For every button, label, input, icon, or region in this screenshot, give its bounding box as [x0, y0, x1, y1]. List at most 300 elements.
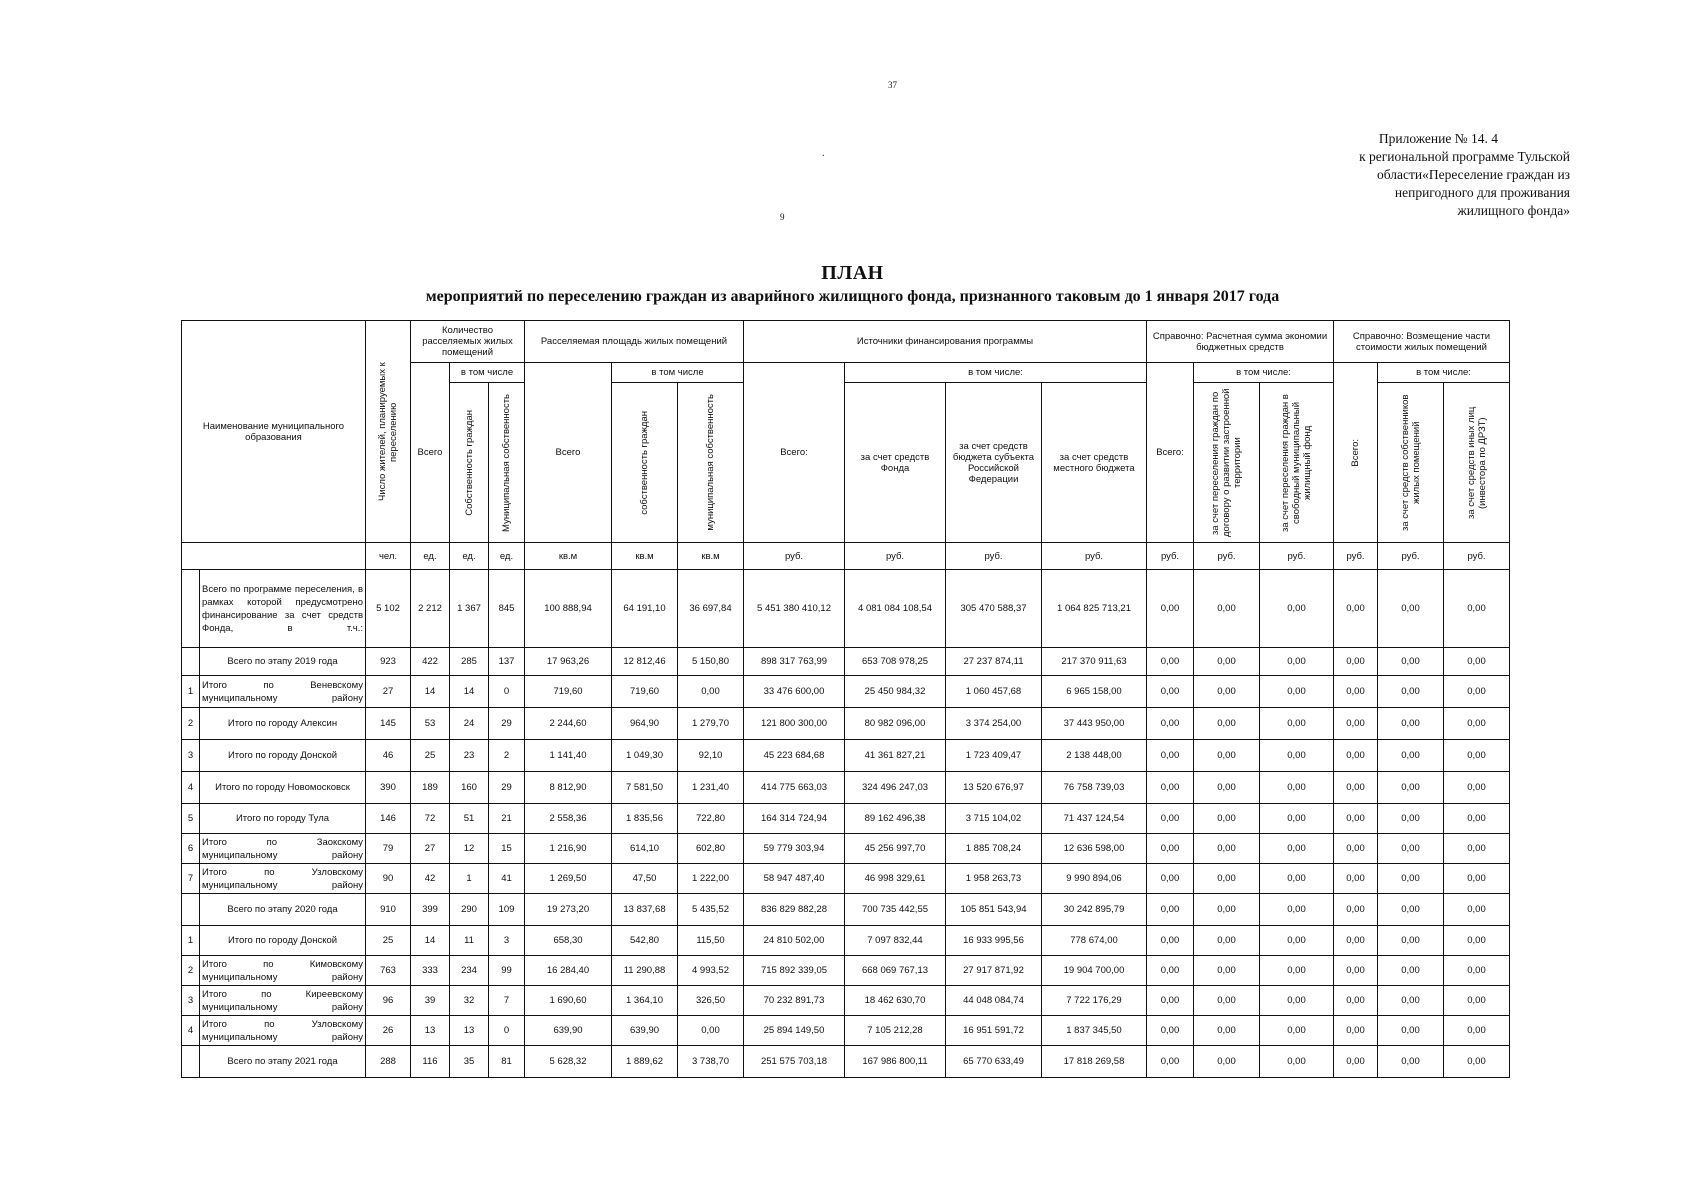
units-cell: руб. — [1042, 543, 1147, 570]
units-cell: чел. — [366, 543, 411, 570]
row-value: 234 — [450, 956, 489, 986]
row-value: 1 279,70 — [678, 708, 744, 740]
row-value: 15 — [489, 834, 525, 864]
row-value: 0,00 — [678, 1016, 744, 1046]
row-value: 0,00 — [1378, 894, 1444, 926]
row-value: 2 244,60 — [525, 708, 612, 740]
row-value: 47,50 — [612, 864, 678, 894]
header-econ-group: Справочно: Расчетная сумма экономии бюджетных средств — [1147, 321, 1334, 363]
row-value: 0,00 — [1147, 1016, 1194, 1046]
page-number: 37 — [888, 80, 897, 90]
row-value: 14 — [411, 676, 450, 708]
row-value: 658,30 — [525, 926, 612, 956]
table-row — [182, 570, 1510, 648]
row-value: 27 917 871,92 — [946, 956, 1042, 986]
header-area-group: Расселяемая площадь жилых помещений — [525, 321, 744, 363]
row-value: 16 284,40 — [525, 956, 612, 986]
row-value: 19 273,20 — [525, 894, 612, 926]
row-index: 4 — [182, 772, 200, 804]
row-value: 11 290,88 — [612, 956, 678, 986]
row-value: 1 367 — [450, 570, 489, 648]
row-value: 26 — [366, 1016, 411, 1046]
row-value: 0,00 — [1147, 986, 1194, 1016]
row-value: 35 — [450, 1046, 489, 1078]
row-name: Итого по Киреевскому муниципальному району — [200, 986, 366, 1016]
row-value: 19 904 700,00 — [1042, 956, 1147, 986]
table-body — [182, 570, 1510, 1078]
header-comp-b: за счет средств иных лиц (инвестора по ДРЗТ) — [1444, 383, 1510, 543]
appendix-line: области«Переселение граждан из — [1376, 167, 1570, 182]
row-value: 0,00 — [1260, 772, 1334, 804]
row-index: 3 — [182, 986, 200, 1016]
row-index: 1 — [182, 676, 200, 708]
header-incl: в том числе: — [1378, 363, 1510, 383]
header-area-citizens: собственность граждан — [612, 383, 678, 543]
row-value: 6 965 158,00 — [1042, 676, 1147, 708]
row-index — [182, 1046, 200, 1078]
row-value: 0,00 — [1194, 740, 1260, 772]
row-name: Итого по Узловскому муниципальному району — [200, 864, 366, 894]
row-value: 0,00 — [1334, 570, 1378, 648]
units-cell: руб. — [845, 543, 946, 570]
row-value: 0,00 — [1260, 1046, 1334, 1078]
row-value: 36 697,84 — [678, 570, 744, 648]
row-value: 11 — [450, 926, 489, 956]
header-fund: за счет средств Фонда — [845, 383, 946, 543]
row-value: 845 — [489, 570, 525, 648]
row-value: 17 963,26 — [525, 648, 612, 676]
row-value: 0,00 — [1260, 956, 1334, 986]
row-value: 167 986 800,11 — [845, 1046, 946, 1078]
row-value: 27 — [411, 834, 450, 864]
row-value: 288 — [366, 1046, 411, 1078]
row-value: 29 — [489, 772, 525, 804]
row-value: 39 — [411, 986, 450, 1016]
row-index — [182, 570, 200, 648]
row-value: 1 231,40 — [678, 772, 744, 804]
row-value: 3 374 254,00 — [946, 708, 1042, 740]
row-value: 0,00 — [1194, 956, 1260, 986]
row-value: 7 722 176,29 — [1042, 986, 1147, 1016]
row-value: 1 364,10 — [612, 986, 678, 1016]
row-value: 17 818 269,58 — [1042, 1046, 1147, 1078]
table-row — [182, 708, 1510, 740]
row-value: 0,00 — [1194, 804, 1260, 834]
row-value: 0,00 — [1260, 740, 1334, 772]
row-value: 0,00 — [1147, 956, 1194, 986]
row-value: 0,00 — [1444, 570, 1510, 648]
row-value: 100 888,94 — [525, 570, 612, 648]
appendix-line: Приложение № 14. 4 — [1378, 131, 1498, 146]
row-value: 24 — [450, 708, 489, 740]
row-value: 0,00 — [1147, 894, 1194, 926]
header-comp-a: за счет средств собственников жилых помещений — [1378, 383, 1444, 543]
appendix-note — [1300, 130, 1570, 220]
row-value: 81 — [489, 1046, 525, 1078]
row-value: 99 — [489, 956, 525, 986]
row-value: 53 — [411, 708, 450, 740]
row-value: 2 212 — [411, 570, 450, 648]
row-index: 6 — [182, 834, 200, 864]
row-value: 217 370 911,63 — [1042, 648, 1147, 676]
row-value: 0,00 — [1194, 834, 1260, 864]
units-cell — [182, 543, 366, 570]
table-row — [182, 772, 1510, 804]
header-fin-group: Источники финансирования программы — [744, 321, 1147, 363]
row-value: 0,00 — [1378, 1016, 1444, 1046]
row-value: 0,00 — [1260, 834, 1334, 864]
row-value: 1 060 457,68 — [946, 676, 1042, 708]
row-value: 5 150,80 — [678, 648, 744, 676]
row-name: Итого по городу Донской — [200, 740, 366, 772]
row-value: 72 — [411, 804, 450, 834]
row-value: 0,00 — [1444, 1046, 1510, 1078]
row-value: 923 — [366, 648, 411, 676]
row-value: 1 049,30 — [612, 740, 678, 772]
row-value: 0,00 — [1334, 834, 1378, 864]
header-incl: в том числе — [450, 363, 525, 383]
row-value: 0,00 — [1444, 864, 1510, 894]
row-value: 0,00 — [1147, 648, 1194, 676]
row-value: 326,50 — [678, 986, 744, 1016]
units-cell: руб. — [1194, 543, 1260, 570]
units-cell: ед. — [411, 543, 450, 570]
row-name: Итого по Веневскому муниципальному району — [200, 676, 366, 708]
row-value: 0,00 — [1334, 708, 1378, 740]
units-cell: руб. — [1378, 543, 1444, 570]
resettlement-plan-table — [181, 320, 1510, 1078]
row-value: 1 837 345,50 — [1042, 1016, 1147, 1046]
row-value: 0,00 — [1378, 956, 1444, 986]
row-value: 45 256 997,70 — [845, 834, 946, 864]
row-value: 0,00 — [1378, 864, 1444, 894]
row-value: 0,00 — [1147, 804, 1194, 834]
row-value: 0,00 — [1147, 676, 1194, 708]
row-value: 715 892 339,05 — [744, 956, 845, 986]
header-municipal-own: Муниципальная собственность — [489, 383, 525, 543]
table-row — [182, 834, 1510, 864]
row-value: 964,90 — [612, 708, 678, 740]
header-incl: в том числе: — [1194, 363, 1334, 383]
row-value: 27 — [366, 676, 411, 708]
row-value: 25 — [411, 740, 450, 772]
row-value: 0,00 — [1147, 708, 1194, 740]
row-name: Итого по городу Новомосковск — [200, 772, 366, 804]
row-value: 13 — [450, 1016, 489, 1046]
row-value: 33 476 600,00 — [744, 676, 845, 708]
table-row — [182, 1016, 1510, 1046]
units-cell: ед. — [450, 543, 489, 570]
row-value: 285 — [450, 648, 489, 676]
header-area-total: Всего — [525, 363, 612, 543]
row-index: 3 — [182, 740, 200, 772]
row-value: 51 — [450, 804, 489, 834]
row-value: 0,00 — [1260, 804, 1334, 834]
row-value: 44 048 084,74 — [946, 986, 1042, 1016]
row-value: 12 636 598,00 — [1042, 834, 1147, 864]
row-value: 65 770 633,49 — [946, 1046, 1042, 1078]
row-value: 30 242 895,79 — [1042, 894, 1147, 926]
row-value: 0,00 — [1334, 676, 1378, 708]
row-value: 0,00 — [1444, 956, 1510, 986]
row-value: 58 947 487,40 — [744, 864, 845, 894]
row-value: 41 361 827,21 — [845, 740, 946, 772]
row-value: 1 958 263,73 — [946, 864, 1042, 894]
row-value: 0,00 — [1444, 986, 1510, 1016]
row-value: 0,00 — [1334, 648, 1378, 676]
row-value: 0,00 — [1194, 708, 1260, 740]
row-name: Итого по городу Алексин — [200, 708, 366, 740]
row-value: 4 081 084 108,54 — [845, 570, 946, 648]
row-value: 90 — [366, 864, 411, 894]
row-index: 4 — [182, 1016, 200, 1046]
row-value: 0,00 — [1444, 740, 1510, 772]
row-value: 0,00 — [1378, 804, 1444, 834]
row-name: Итого по Заокскому муниципальному району — [200, 834, 366, 864]
units-cell: кв.м — [678, 543, 744, 570]
row-value: 137 — [489, 648, 525, 676]
row-value: 333 — [411, 956, 450, 986]
row-value: 164 314 724,94 — [744, 804, 845, 834]
row-value: 0,00 — [1147, 926, 1194, 956]
row-value: 1 889,62 — [612, 1046, 678, 1078]
row-value: 1 064 825 713,21 — [1042, 570, 1147, 648]
row-value: 614,10 — [612, 834, 678, 864]
header-comp-total: Всего: — [1334, 363, 1378, 543]
row-value: 16 951 591,72 — [946, 1016, 1042, 1046]
row-value: 18 462 630,70 — [845, 986, 946, 1016]
row-value: 24 810 502,00 — [744, 926, 845, 956]
row-value: 0,00 — [1260, 864, 1334, 894]
row-value: 0,00 — [1194, 570, 1260, 648]
row-name: Всего по этапу 2020 года — [200, 894, 366, 926]
row-value: 13 — [411, 1016, 450, 1046]
units-cell: руб. — [1147, 543, 1194, 570]
row-value: 7 — [489, 986, 525, 1016]
row-value: 46 998 329,61 — [845, 864, 946, 894]
row-value: 25 450 984,32 — [845, 676, 946, 708]
row-value: 0,00 — [1444, 834, 1510, 864]
table-row — [182, 864, 1510, 894]
row-index — [182, 648, 200, 676]
row-value: 0,00 — [1378, 986, 1444, 1016]
row-value: 836 829 882,28 — [744, 894, 845, 926]
table-row — [182, 740, 1510, 772]
header-citizens-own: Собственность граждан — [450, 383, 489, 543]
table-row — [182, 804, 1510, 834]
row-value: 14 — [450, 676, 489, 708]
row-value: 5 628,32 — [525, 1046, 612, 1078]
row-value: 42 — [411, 864, 450, 894]
row-value: 0,00 — [1378, 772, 1444, 804]
row-value: 0,00 — [1444, 708, 1510, 740]
row-value: 290 — [450, 894, 489, 926]
row-value: 653 708 978,25 — [845, 648, 946, 676]
row-value: 7 097 832,44 — [845, 926, 946, 956]
row-value: 25 894 149,50 — [744, 1016, 845, 1046]
row-value: 1 885 708,24 — [946, 834, 1042, 864]
row-value: 71 437 124,54 — [1042, 804, 1147, 834]
row-value: 251 575 703,18 — [744, 1046, 845, 1078]
row-index: 2 — [182, 956, 200, 986]
row-value: 0,00 — [1378, 648, 1444, 676]
row-value: 5 102 — [366, 570, 411, 648]
row-value: 0,00 — [1444, 1016, 1510, 1046]
row-value: 3 715 104,02 — [946, 804, 1042, 834]
row-index — [182, 894, 200, 926]
row-value: 0 — [489, 676, 525, 708]
row-value: 0,00 — [1194, 926, 1260, 956]
header-residents: Число жителей, планируемых к переселению — [366, 321, 411, 543]
row-value: 0,00 — [678, 676, 744, 708]
row-value: 5 435,52 — [678, 894, 744, 926]
row-value: 80 982 096,00 — [845, 708, 946, 740]
row-value: 0,00 — [1334, 986, 1378, 1016]
row-value: 12 — [450, 834, 489, 864]
row-value: 13 520 676,97 — [946, 772, 1042, 804]
row-value: 778 674,00 — [1042, 926, 1147, 956]
row-value: 8 812,90 — [525, 772, 612, 804]
row-value: 0,00 — [1147, 864, 1194, 894]
row-value: 668 069 767,13 — [845, 956, 946, 986]
row-value: 14 — [411, 926, 450, 956]
row-value: 722,80 — [678, 804, 744, 834]
header-econ-b: за счет переселения граждан в свободный муниципальный жилищный фонд — [1260, 383, 1334, 543]
row-index: 1 — [182, 926, 200, 956]
row-value: 0,00 — [1147, 772, 1194, 804]
header-area-municipal: муниципальная собственность — [678, 383, 744, 543]
row-value: 414 775 663,03 — [744, 772, 845, 804]
row-value: 5 451 380 410,12 — [744, 570, 845, 648]
row-value: 0,00 — [1378, 740, 1444, 772]
row-name: Итого по Узловскому муниципальному району — [200, 1016, 366, 1046]
row-value: 390 — [366, 772, 411, 804]
appendix-line: жилищного фонда» — [1457, 203, 1570, 218]
units-cell: кв.м — [612, 543, 678, 570]
row-value: 3 — [489, 926, 525, 956]
row-value: 602,80 — [678, 834, 744, 864]
row-value: 115,50 — [678, 926, 744, 956]
row-value: 96 — [366, 986, 411, 1016]
row-value: 0,00 — [1444, 894, 1510, 926]
table-row — [182, 926, 1510, 956]
stray-mark: . — [822, 148, 825, 159]
row-value: 0,00 — [1334, 804, 1378, 834]
row-index: 5 — [182, 804, 200, 834]
row-value: 0,00 — [1260, 648, 1334, 676]
row-value: 0,00 — [1444, 804, 1510, 834]
table-row — [182, 676, 1510, 708]
row-value: 70 232 891,73 — [744, 986, 845, 1016]
units-cell: руб. — [1334, 543, 1378, 570]
appendix-line: непригодного для проживания — [1394, 185, 1570, 200]
units-cell: ед. — [489, 543, 525, 570]
header-incl: в том числе: — [845, 363, 1147, 383]
row-value: 0,00 — [1334, 894, 1378, 926]
row-value: 92,10 — [678, 740, 744, 772]
row-value: 0,00 — [1334, 772, 1378, 804]
row-value: 0,00 — [1378, 570, 1444, 648]
row-value: 0,00 — [1334, 740, 1378, 772]
row-value: 41 — [489, 864, 525, 894]
row-value: 0,00 — [1260, 676, 1334, 708]
table-row — [182, 894, 1510, 926]
row-value: 59 779 303,94 — [744, 834, 845, 864]
header-fin-total: Всего: — [744, 363, 845, 543]
units-cell: руб. — [744, 543, 845, 570]
row-value: 0,00 — [1194, 648, 1260, 676]
units-cell: руб. — [946, 543, 1042, 570]
row-value: 1 690,60 — [525, 986, 612, 1016]
row-value: 0,00 — [1378, 834, 1444, 864]
row-value: 12 812,46 — [612, 648, 678, 676]
row-value: 0,00 — [1260, 986, 1334, 1016]
row-value: 639,90 — [612, 1016, 678, 1046]
row-value: 76 758 739,03 — [1042, 772, 1147, 804]
row-value: 1 269,50 — [525, 864, 612, 894]
row-value: 0,00 — [1334, 1016, 1378, 1046]
row-value: 1 — [450, 864, 489, 894]
table-row — [182, 648, 1510, 676]
row-value: 4 993,52 — [678, 956, 744, 986]
row-value: 0,00 — [1444, 926, 1510, 956]
row-value: 0,00 — [1194, 1016, 1260, 1046]
header-comp-group: Справочно: Возмещение части стоимости жилых помещений — [1334, 321, 1510, 363]
row-name: Итого по городу Тула — [200, 804, 366, 834]
row-value: 0,00 — [1147, 570, 1194, 648]
header-qty-total: Всего — [411, 363, 450, 543]
row-value: 13 837,68 — [612, 894, 678, 926]
table-row — [182, 1046, 1510, 1078]
row-value: 23 — [450, 740, 489, 772]
row-value: 0,00 — [1378, 708, 1444, 740]
row-value: 910 — [366, 894, 411, 926]
row-value: 37 443 950,00 — [1042, 708, 1147, 740]
row-value: 0,00 — [1260, 926, 1334, 956]
row-value: 324 496 247,03 — [845, 772, 946, 804]
table-row — [182, 986, 1510, 1016]
row-value: 0,00 — [1260, 708, 1334, 740]
row-value: 25 — [366, 926, 411, 956]
row-index: 7 — [182, 864, 200, 894]
row-value: 45 223 684,68 — [744, 740, 845, 772]
units-cell: руб. — [1444, 543, 1510, 570]
document-subtitle: мероприятий по переселению граждан из аварийного жилищного фонда, признанного таковым до 1 января 2017 года — [425, 288, 1280, 305]
row-value: 0,00 — [1260, 570, 1334, 648]
row-value: 145 — [366, 708, 411, 740]
row-value: 0,00 — [1378, 676, 1444, 708]
row-name: Всего по этапу 2019 года — [200, 648, 366, 676]
row-name: Итого по Кимовскому муниципальному району — [200, 956, 366, 986]
row-value: 1 835,56 — [612, 804, 678, 834]
row-value: 0 — [489, 1016, 525, 1046]
header-econ-total: Всего: — [1147, 363, 1194, 543]
row-value: 0,00 — [1260, 894, 1334, 926]
row-value: 0,00 — [1147, 1046, 1194, 1078]
row-value: 160 — [450, 772, 489, 804]
row-value: 0,00 — [1334, 1046, 1378, 1078]
row-value: 0,00 — [1444, 648, 1510, 676]
row-value: 46 — [366, 740, 411, 772]
row-value: 422 — [411, 648, 450, 676]
row-value: 763 — [366, 956, 411, 986]
row-value: 0,00 — [1194, 894, 1260, 926]
row-value: 0,00 — [1260, 1016, 1334, 1046]
row-value: 0,00 — [1194, 772, 1260, 804]
document-title: ПЛАН — [821, 262, 884, 284]
row-value: 1 216,90 — [525, 834, 612, 864]
row-value: 0,00 — [1334, 956, 1378, 986]
